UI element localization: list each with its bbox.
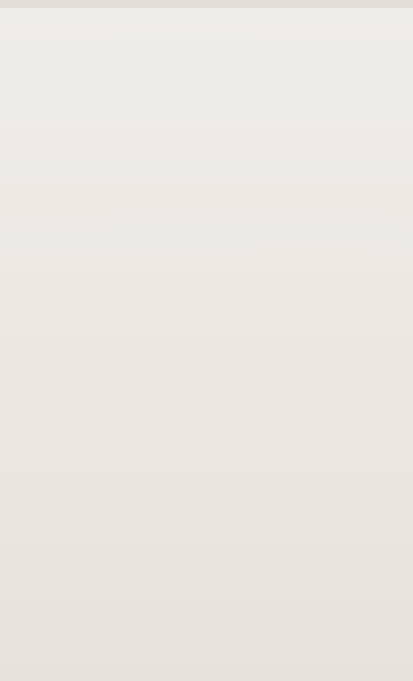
previous-page-strip: [0, 0, 413, 8]
answer-line-1: [6, 14, 16, 37]
intent-line-1: [6, 280, 16, 302]
